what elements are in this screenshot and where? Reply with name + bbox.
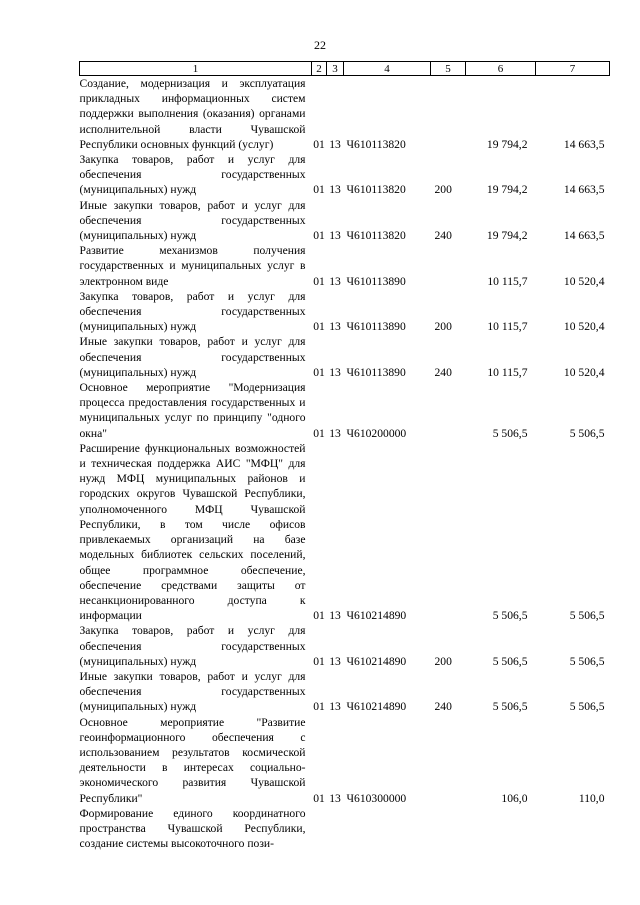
header-col-5: 5 — [431, 62, 466, 76]
cell-amount-year-2: 14 663,5 — [563, 183, 605, 197]
cell-name: Основное мероприятие "Развитие геоинформационного обеспечения с использованием результатов космической деятельности в интересах социально-экономического развития Чувашской Республики" — [79, 715, 306, 805]
cell-subsection: 13 — [329, 274, 341, 288]
cell-section: 01 — [313, 183, 325, 197]
cell-name: Закупка товаров, работ и услуг для обеспечения государственных (муниципальных) нужд — [79, 153, 306, 197]
cell-amount-year-1: 19 794,2 — [486, 183, 528, 197]
cell-subsection: 13 — [329, 183, 341, 197]
header-col-3: 3 — [327, 62, 344, 76]
page-number: 22 — [314, 38, 326, 52]
cell-target-article: Ч610113890 — [346, 365, 406, 379]
cell-target-article — [344, 806, 431, 852]
cell-amount-year-2: 5 506,5 — [569, 426, 605, 440]
cell-expense-type: 200 — [434, 654, 452, 668]
cell-amount-year-1: 19 794,2 — [486, 229, 528, 243]
cell-subsection: 13 — [329, 609, 341, 623]
cell-section: 01 — [313, 274, 325, 288]
cell-subsection: 13 — [329, 320, 341, 334]
table-row — [80, 334, 610, 380]
cell-section: 01 — [313, 137, 325, 151]
header-col-6: 6 — [466, 62, 536, 76]
table-row — [80, 243, 610, 289]
cell-amount-year-1: 5 506,5 — [492, 426, 528, 440]
table-header — [80, 62, 610, 76]
cell-amount-year-2: 110,0 — [578, 791, 605, 805]
cell-name: Расширение функциональных возможностей и техническая поддержка АИС "МФЦ" для нужд МФЦ муниципальных районов и городских округов Чувашской Республики, уполномоченного МФЦ Чувашской Республики, в том числе офисов привлекаемых организаций на базе модельных библиотек сельских поселений, общее программное обеспечение, обеспечение средствами защиты от несанкционированного доступа к информации — [79, 441, 306, 623]
table-row — [80, 441, 610, 623]
cell-expense-type — [431, 243, 466, 289]
cell-subsection — [327, 806, 344, 852]
cell-expense-type — [431, 441, 466, 623]
cell-target-article: Ч610113820 — [346, 137, 406, 151]
cell-amount-year-2: 14 663,5 — [563, 137, 605, 151]
cell-expense-type — [431, 380, 466, 441]
cell-name: Развитие механизмов получения государственных и муниципальных услуг в электронном виде — [79, 244, 306, 288]
header-col-2: 2 — [312, 62, 327, 76]
cell-amount-year-2: 5 506,5 — [569, 700, 605, 714]
cell-subsection: 13 — [329, 229, 341, 243]
table-row — [80, 289, 610, 335]
cell-name: Основное мероприятие "Модернизация процесса предоставления государственных и муниципальных услуг по принципу "одного окна" — [79, 381, 306, 440]
cell-target-article: Ч610113890 — [346, 274, 406, 288]
cell-expense-type — [431, 806, 466, 852]
table-row — [80, 76, 610, 153]
cell-section: 01 — [313, 791, 325, 805]
cell-target-article: Ч610113890 — [346, 320, 406, 334]
cell-subsection: 13 — [329, 426, 341, 440]
cell-amount-year-2: 14 663,5 — [563, 229, 605, 243]
cell-amount-year-2: 10 520,4 — [563, 365, 605, 379]
table-row — [80, 152, 610, 198]
cell-section: 01 — [313, 365, 325, 379]
cell-amount-year-1: 106,0 — [501, 791, 528, 805]
cell-subsection: 13 — [329, 654, 341, 668]
header-row — [80, 62, 610, 76]
cell-expense-type — [431, 76, 466, 153]
cell-target-article: Ч610300000 — [346, 791, 407, 805]
cell-target-article: Ч610214890 — [346, 654, 407, 668]
cell-subsection: 13 — [329, 137, 341, 151]
cell-amount-year-1: 10 115,7 — [487, 274, 528, 288]
cell-amount-year-1: 5 506,5 — [492, 609, 528, 623]
cell-name: Создание, модернизация и эксплуатация прикладных информационных систем поддержки выполнения (оказания) органами исполнительной власти Чувашской Республики основных функций (услуг) — [79, 77, 306, 151]
cell-expense-type: 240 — [434, 700, 452, 714]
cell-amount-year-1: 19 794,2 — [486, 137, 528, 151]
cell-amount-year-1: 10 115,7 — [487, 365, 528, 379]
cell-target-article: Ч610200000 — [346, 426, 407, 440]
cell-name: Закупка товаров, работ и услуг для обеспечения государственных (муниципальных) нужд — [79, 624, 306, 668]
cell-name: Формирование единого координатного пространства Чувашской Республики, создание системы высокоточного пози- — [79, 806, 306, 851]
cell-target-article: Ч610214890 — [346, 609, 407, 623]
cell-name: Закупка товаров, работ и услуг для обеспечения государственных (муниципальных) нужд — [79, 289, 306, 334]
cell-amount-year-1: 5 506,5 — [492, 700, 528, 714]
cell-target-article: Ч610113820 — [346, 183, 406, 197]
cell-expense-type: 240 — [434, 365, 452, 379]
header-col-1: 1 — [80, 62, 312, 76]
cell-amount-year-1: 10 115,7 — [487, 320, 528, 334]
cell-section: 01 — [313, 320, 325, 334]
cell-section: 01 — [313, 426, 325, 440]
cell-section: 01 — [313, 700, 325, 714]
cell-name: Иные закупки товаров, работ и услуг для обеспечения государственных (муниципальных) нужд — [79, 198, 306, 243]
cell-expense-type: 240 — [434, 229, 452, 243]
cell-amount-year-1: 5 506,5 — [492, 654, 528, 668]
table-row — [80, 806, 610, 852]
table-row — [80, 715, 610, 806]
cell-subsection: 13 — [329, 700, 341, 714]
cell-target-article: Ч610214890 — [346, 700, 407, 714]
cell-name: Иные закупки товаров, работ и услуг для обеспечения государственных (муниципальных) нужд — [79, 335, 306, 379]
cell-expense-type — [431, 715, 466, 806]
table-row — [80, 669, 610, 715]
cell-amount-year-2: 5 506,5 — [569, 609, 605, 623]
cell-amount-year-2: 5 506,5 — [569, 654, 605, 668]
cell-expense-type: 200 — [434, 183, 452, 197]
cell-subsection: 13 — [329, 365, 341, 379]
cell-expense-type: 200 — [434, 320, 452, 334]
cell-target-article: Ч610113820 — [346, 229, 406, 243]
cell-amount-year-2 — [536, 806, 610, 852]
cell-section: 01 — [313, 609, 325, 623]
header-col-4: 4 — [344, 62, 431, 76]
cell-subsection: 13 — [329, 791, 341, 805]
table-row — [80, 623, 610, 669]
cell-amount-year-2: 10 520,4 — [563, 320, 605, 334]
cell-amount-year-1 — [466, 806, 536, 852]
budget-table — [79, 61, 610, 851]
header-col-7: 7 — [536, 62, 610, 76]
table-row — [80, 198, 610, 244]
cell-amount-year-2: 10 520,4 — [563, 274, 605, 288]
table-body — [80, 76, 610, 852]
table-row — [80, 380, 610, 441]
cell-section: 01 — [313, 654, 325, 668]
cell-section: 01 — [313, 229, 325, 243]
cell-name: Иные закупки товаров, работ и услуг для обеспечения государственных (муниципальных) нужд — [79, 669, 306, 714]
cell-section — [312, 806, 327, 852]
